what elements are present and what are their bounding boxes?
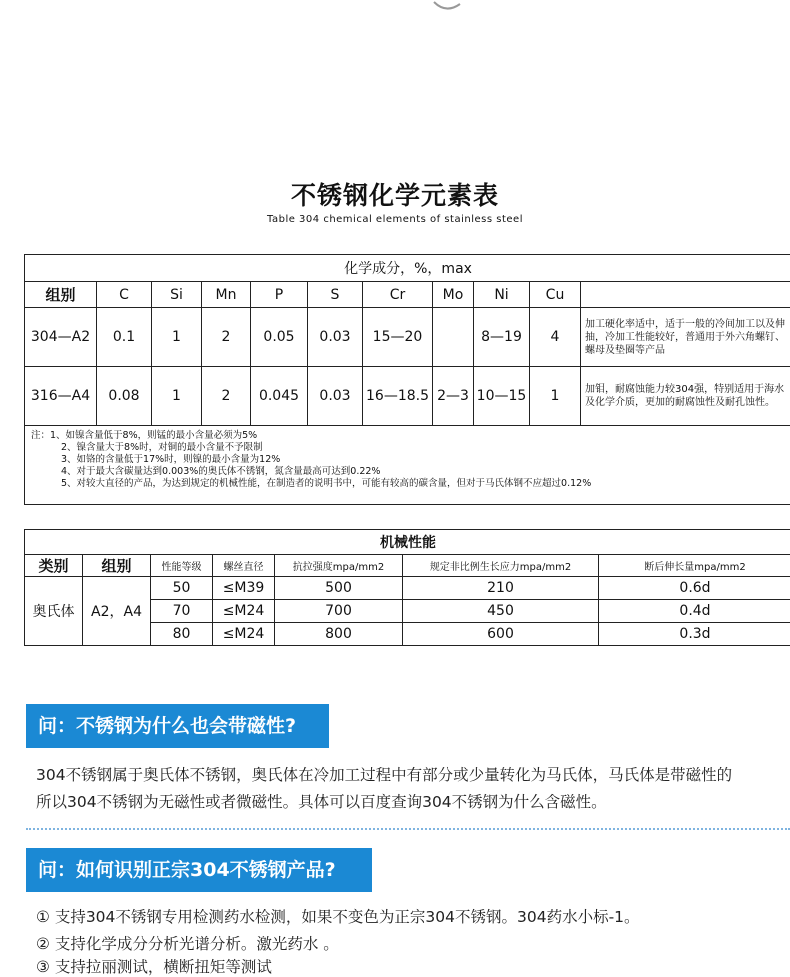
chem-col-group: 组别 [25,282,97,308]
answer-text-line: 304不锈钢属于奥氏体不锈钢，奥氏体在冷加工过程中有部分或少量转化为马氏体，马氏体是带磁性的 [36,763,732,785]
mech-cell: 600 [403,623,599,646]
page-subtitle: Table 304 chemical elements of stainless steel [0,214,790,225]
note-line: 2、镍含量大于8%时，对铜的最小含量不予限制 [31,442,787,454]
chem-cell: 1 [152,367,202,426]
chem-cell: 1 [152,308,202,367]
answer-text-line: ① 支持304不锈钢专用检测药水检测，如果不变色为正宗304不锈钢。304药水小标-1。 [36,905,640,927]
table-row [25,308,790,367]
chem-cell: 1 [530,367,581,426]
mech-cell: ≤M24 [213,600,275,623]
mech-cell: 0.6d [599,577,790,600]
chem-row-description: 加钼，耐腐蚀能力较304强，特别适用于海水及化学介质，更加的耐腐蚀性及耐孔蚀性。 [581,367,790,426]
chemical-composition-table [24,254,790,505]
chem-cell: 0.045 [251,367,308,426]
mech-category-cell: 奥氏体 [25,577,83,646]
decorative-hook-ornament [432,0,462,12]
mech-col-group: 组别 [83,555,151,577]
chem-col-desc [581,282,790,308]
question-banner-magnetism: 问：不锈钢为什么也会带磁性? [26,704,329,748]
chem-col-c: C [97,282,152,308]
chem-col-p: P [251,282,308,308]
mech-cell: 50 [151,577,213,600]
chem-table-title: 化学成分，%，max [25,255,790,282]
chem-col-cu: Cu [530,282,581,308]
mech-cell: 800 [275,623,403,646]
mech-cell: 80 [151,623,213,646]
chem-cell: 15—20 [363,308,433,367]
chem-col-s: S [308,282,363,308]
chem-cell: 10—15 [474,367,530,426]
chem-col-mo: Mo [433,282,474,308]
note-line: 3、如铬的含量低于17%时，则镍的最小含量为12% [31,454,787,466]
chem-cell: 0.05 [251,308,308,367]
chem-cell: 4 [530,308,581,367]
note-line: 5、对较大直径的产品，为达到规定的机械性能，在制造者的说明书中，可能有较高的碳含量，但对于马氏体钢不应超过0.12% [31,478,787,490]
chem-cell: 0.03 [308,308,363,367]
mech-cell: 70 [151,600,213,623]
mech-cell: 210 [403,577,599,600]
table-row [25,367,790,426]
chem-col-mn: Mn [202,282,251,308]
chem-cell: 304—A2 [25,308,97,367]
chem-cell: 2 [202,308,251,367]
question-banner-identify: 问：如何识别正宗304不锈钢产品? [26,848,372,892]
chem-cell: 2 [202,367,251,426]
chem-cell: 8—19 [474,308,530,367]
mech-cell: 0.4d [599,600,790,623]
mech-cell: 700 [275,600,403,623]
mech-cell: 0.3d [599,623,790,646]
chem-cell: 316—A4 [25,367,97,426]
mech-col-tensile: 抗拉强度mpa/mm2 [275,555,403,577]
mech-cell: ≤M24 [213,623,275,646]
page-title: 不锈钢化学元素表 [0,176,790,212]
dotted-divider [26,828,790,830]
mech-col-category: 类别 [25,555,83,577]
chem-cell: 0.08 [97,367,152,426]
mech-cell: 500 [275,577,403,600]
mech-col-diameter: 螺丝直径 [213,555,275,577]
answer-text-line: ③ 支持拉丽测试，横断扭矩等测试 [36,955,272,977]
chem-cell: 0.03 [308,367,363,426]
mech-table-title: 机械性能 [25,530,790,555]
note-line: 注：1、如镍含量低于8%，则锰的最小含量必须为5% [31,430,787,442]
answer-text-line: 所以304不锈钢为无磁性或者微磁性。具体可以百度查询304不锈钢为什么含磁性。 [36,790,607,812]
mech-col-elongation: 断后伸长量mpa/mm2 [599,555,790,577]
chem-cell: 2—3 [433,367,474,426]
mech-group-cell: A2，A4 [83,577,151,646]
chem-cell: 0.1 [97,308,152,367]
chem-col-si: Si [152,282,202,308]
note-line: 4、对于最大含碳量达到0.003%的奥氏体不锈钢，氮含量最高可达到0.22% [31,466,787,478]
chem-row-description: 加工硬化率适中，适于一般的冷间加工以及伸抽，冷加工性能较好，普通用于外六角螺钉、螺母及垫圈等产品 [581,308,790,367]
mech-cell: 450 [403,600,599,623]
mechanical-properties-table [24,529,790,646]
mech-col-grade: 性能等级 [151,555,213,577]
mech-header-row [25,555,790,577]
table-row [25,577,790,600]
mech-cell: ≤M39 [213,577,275,600]
chem-col-ni: Ni [474,282,530,308]
chem-cell [433,308,474,367]
mech-col-yield: 规定非比例生长应力mpa/mm2 [403,555,599,577]
chem-notes [25,426,790,505]
chem-col-cr: Cr [363,282,433,308]
chem-cell: 16—18.5 [363,367,433,426]
answer-text-line: ② 支持化学成分分析光谱分析。激光药水 。 [36,932,339,954]
chem-header-row [25,282,790,308]
